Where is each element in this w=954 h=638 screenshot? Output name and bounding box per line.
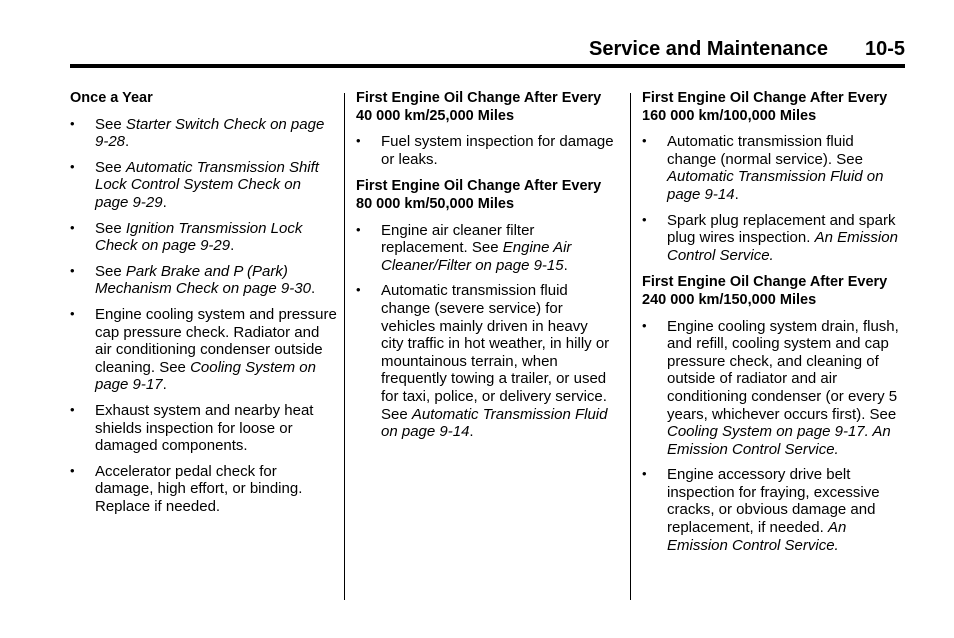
list-item: • Automatic transmission fluid change (severe service) for vehicles mainly driven in heavy city traffic in hot weather, in hilly or mountainous terrain, when frequently towing a trailer, or used for taxi, police, or delivery service. See Automatic Transmission Fluid on page 9-14. bbox=[356, 282, 610, 441]
bullet-icon: • bbox=[70, 462, 75, 478]
bullet-icon: • bbox=[642, 133, 647, 149]
bullet-icon: • bbox=[356, 133, 361, 149]
bullet-icon: • bbox=[356, 282, 361, 298]
cross-reference: Engine Air Cleaner/Filter on page 9-15 bbox=[381, 239, 572, 274]
section-heading: First Engine Oil Change After Every 160 000 km/100,000 Miles bbox=[642, 90, 888, 124]
column-2 bbox=[356, 90, 614, 449]
section-heading: First Engine Oil Change After Every 80 000 km/50,000 Miles bbox=[356, 178, 602, 212]
bullet-icon: • bbox=[642, 466, 647, 482]
bullet-icon: • bbox=[356, 221, 361, 237]
cross-reference: Ignition Transmission Lock Check on page 9-29 bbox=[95, 219, 303, 255]
list-item: • Engine accessory drive belt inspection for fraying, excessive cracks, or obvious damage and replacement, if needed. An Emission Control Service. bbox=[642, 466, 880, 554]
bullet-icon: • bbox=[70, 305, 75, 321]
bullet-icon: • bbox=[70, 219, 75, 235]
page-title: Service and Maintenance bbox=[589, 38, 828, 60]
bullet-icon: • bbox=[642, 211, 647, 227]
column-3 bbox=[642, 90, 904, 562]
section-heading: Once a Year bbox=[70, 90, 153, 106]
maintenance-list bbox=[642, 133, 904, 264]
list-item: • Engine cooling system and pressure cap pressure check. Radiator and air conditioning condenser outside cleaning. See Cooling System on page 9-17. bbox=[70, 305, 337, 394]
maintenance-list bbox=[642, 318, 904, 555]
list-item: • Fuel system inspection for damage or leaks. bbox=[356, 133, 614, 168]
maintenance-list bbox=[356, 222, 614, 441]
list-item: • Exhaust system and nearby heat shields inspection for loose or damaged components. bbox=[70, 401, 314, 455]
column-divider bbox=[344, 93, 345, 600]
list-item: • Spark plug replacement and spark plug wires inspection. An Emission Control Service. bbox=[642, 211, 898, 264]
page-header bbox=[70, 36, 905, 68]
list-item: • Automatic transmission fluid change (normal service). See Automatic Transmission Fluid on page 9-14. bbox=[642, 133, 884, 203]
cross-reference: Starter Switch Check on page 9-28 bbox=[95, 115, 325, 151]
bullet-icon: • bbox=[70, 262, 75, 278]
list-item: • Accelerator pedal check for damage, high effort, or binding. Replace if needed. bbox=[70, 462, 303, 515]
cross-reference: Automatic Transmission Fluid on page 9-14 bbox=[667, 168, 884, 203]
list-item: • See Starter Switch Check on page 9-28. bbox=[70, 115, 325, 151]
cross-reference: An Emission Control Service. bbox=[667, 229, 898, 264]
maintenance-list bbox=[70, 116, 338, 516]
list-item: • Engine cooling system drain, flush, and refill, cooling system and cap pressure check, and cleaning of outside of radiator and air conditioning condenser (or every 5 years, whichever occurs first). See Cooling System on page 9-17. An Emission Control Service. bbox=[642, 317, 899, 458]
section-heading: First Engine Oil Change After Every 240 000 km/150,000 Miles bbox=[642, 274, 888, 308]
list-item: • See Park Brake and P (Park) Mechanism Check on page 9-30. bbox=[70, 262, 316, 298]
cross-reference: Park Brake and P (Park) Mechanism Check on page 9-30 bbox=[95, 262, 311, 298]
list-item: • See Ignition Transmission Lock Check on page 9-29. bbox=[70, 219, 303, 255]
section-heading: First Engine Oil Change After Every 40 000 km/25,000 Miles bbox=[356, 90, 602, 124]
page-number: 10-5 bbox=[864, 38, 905, 60]
list-item: • See Automatic Transmission Shift Lock Control System Check on page 9-29. bbox=[70, 158, 319, 211]
column-1 bbox=[70, 90, 338, 523]
bullet-icon: • bbox=[70, 401, 75, 417]
bullet-icon: • bbox=[70, 158, 75, 174]
bullet-icon: • bbox=[70, 115, 75, 131]
cross-reference: Cooling System on page 9-17 bbox=[95, 358, 316, 394]
list-item: • Engine air cleaner filter replacement. See Engine Air Cleaner/Filter on page 9-15. bbox=[356, 221, 572, 274]
maintenance-list bbox=[356, 133, 614, 168]
cross-reference: Cooling System on page 9-17. An Emission Control Service. bbox=[667, 423, 891, 458]
cross-reference: Automatic Transmission Shift Lock Control System Check on page 9-29 bbox=[95, 158, 319, 211]
column-divider bbox=[630, 93, 631, 600]
cross-reference: An Emission Control Service. bbox=[667, 519, 847, 554]
bullet-icon: • bbox=[642, 317, 647, 333]
cross-reference: Automatic Transmission Fluid on page 9-14 bbox=[381, 405, 608, 441]
